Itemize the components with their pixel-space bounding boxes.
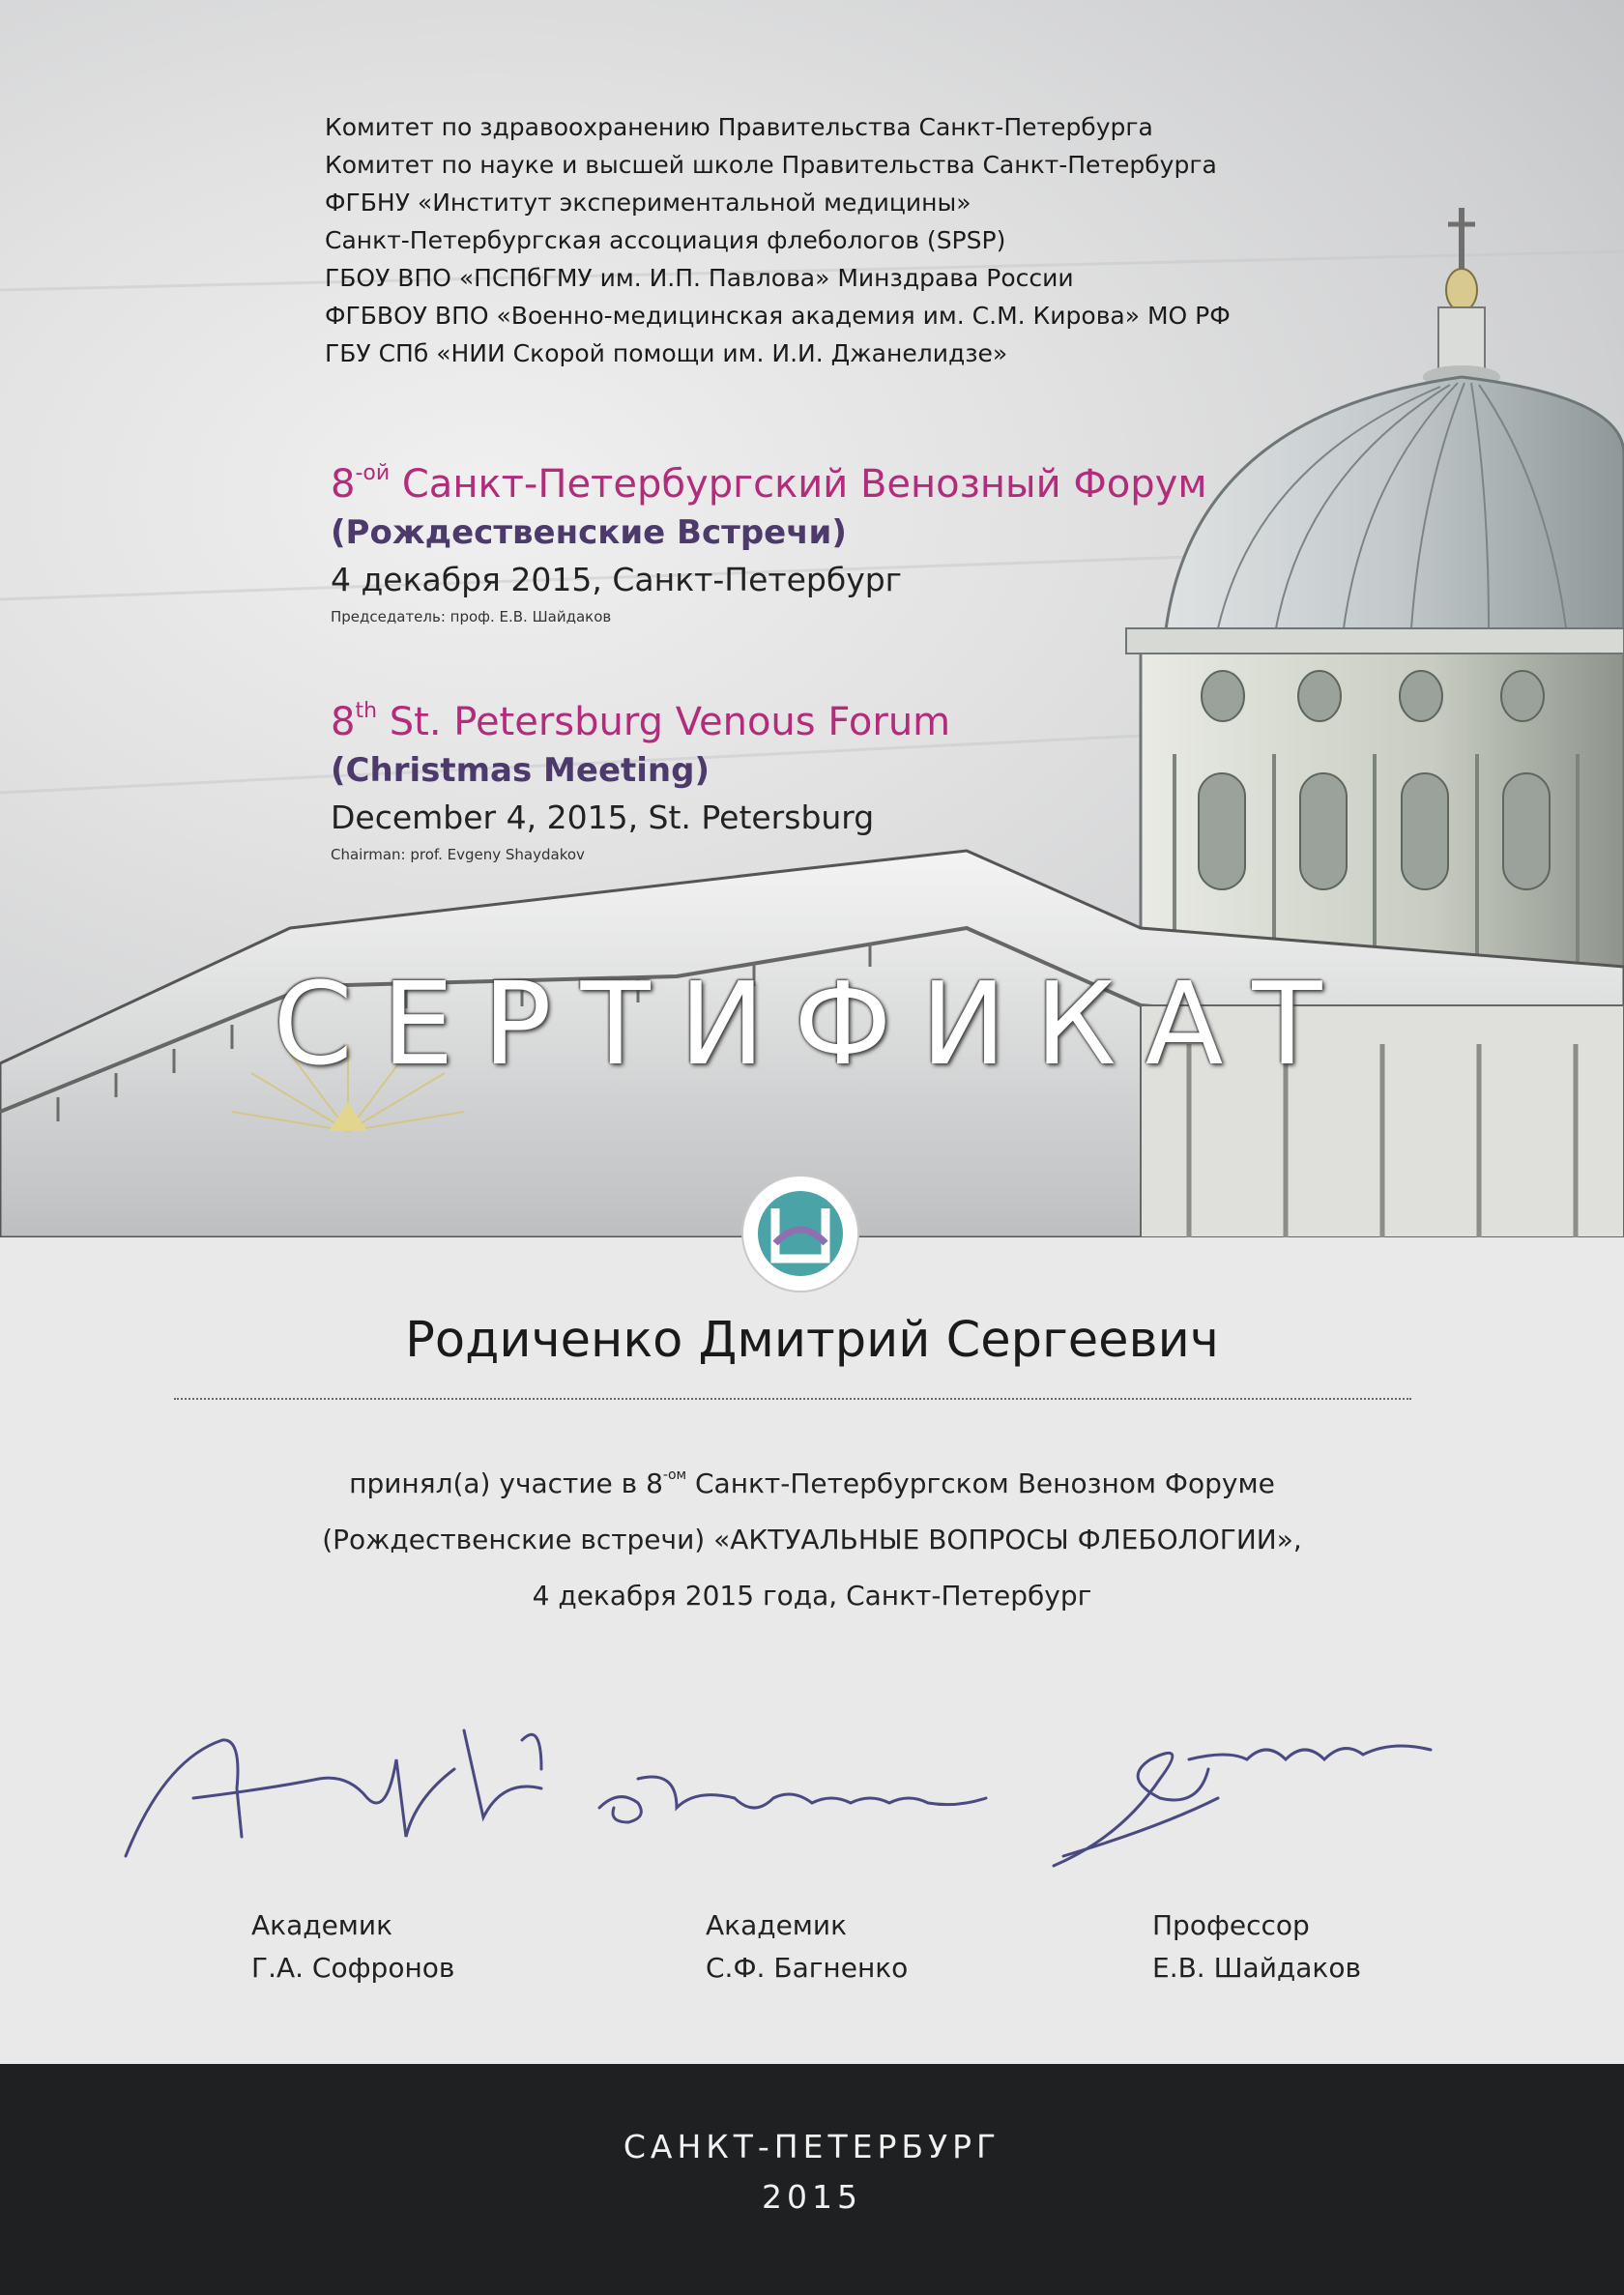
- participation-ordinal-suffix: -ом: [662, 1467, 687, 1483]
- organizer-item: ГБОУ ВПО «ПСПбГМУ им. И.П. Павлова» Минздрава России: [325, 264, 1074, 292]
- forum-info-english: [331, 686, 950, 867]
- dome: [1165, 377, 1624, 638]
- signature-sofronov: [126, 1730, 541, 1856]
- signer-name: С.Ф. Багненко: [706, 1952, 909, 1984]
- participation-text: Санкт-Петербургском Венозном Форуме: [686, 1467, 1275, 1499]
- signature-bagnenko: [599, 1777, 986, 1822]
- participation-line-1: [0, 1447, 1624, 1512]
- forum-chairman-ru: Председатель: проф. Е.В. Шайдаков: [331, 608, 612, 625]
- footer-city: САНКТ-ПЕТЕРБУРГ: [623, 2128, 1001, 2165]
- forum-number: 8: [331, 462, 356, 507]
- signer-3: [1152, 1904, 1361, 1990]
- organizer-item: Комитет по здравоохранению Правительства Санкт-Петербурга: [325, 113, 1153, 141]
- signer-title: Академик: [251, 1909, 393, 1941]
- forum-date-ru: 4 декабря 2015, Санкт-Петербург: [331, 561, 903, 598]
- forum-info-russian: [331, 449, 1207, 629]
- forum-date-en: December 4, 2015, St. Petersburg: [331, 799, 875, 836]
- organizer-item: Комитет по науке и высшей школе Правительства Санкт-Петербурга: [325, 151, 1217, 179]
- signature-shaydakov: [1054, 1746, 1431, 1866]
- organizer-item: ФГБНУ «Институт экспериментальной медицины»: [325, 189, 972, 217]
- name-underline: [174, 1398, 1411, 1400]
- organizer-item: ГБУ СПб «НИИ Скорой помощи им. И.И. Джанелидзе»: [325, 339, 1008, 367]
- organizers-list: [325, 108, 1231, 372]
- forum-title-en: [331, 686, 950, 747]
- signer-title: Профессор: [1152, 1909, 1310, 1941]
- signer-name: Е.В. Шайдаков: [1152, 1952, 1361, 1984]
- forum-chairman-en: Chairman: prof. Evgeny Shaydakov: [331, 846, 585, 863]
- participation-line-2: (Рождественские встречи) «АКТУАЛЬНЫЕ ВОПРОСЫ ФЛЕБОЛОГИИ»,: [322, 1524, 1302, 1555]
- dome-spire: [1423, 208, 1500, 389]
- participation-line-3: 4 декабря 2015 года, Санкт-Петербург: [532, 1580, 1092, 1612]
- signer-1: [251, 1904, 454, 1990]
- recipient-name: Родиченко Дмитрий Сергеевич: [405, 1312, 1219, 1369]
- certificate-title: СЕРТИФИКАТ: [273, 957, 1351, 1090]
- forum-number-suffix: th: [355, 699, 378, 723]
- forum-name: Санкт-Петербургский Венозный Форум: [401, 462, 1207, 507]
- forum-title-ru: [331, 449, 1207, 509]
- organizer-item: ФГБВОУ ВПО «Военно-медицинская академия им. С.М. Кирова» МО РФ: [325, 302, 1231, 330]
- forum-subtitle-en: (Christmas Meeting): [331, 751, 710, 790]
- footer-location: [0, 2122, 1624, 2222]
- phlebology-association-logo-icon: [740, 1174, 860, 1293]
- forum-number-suffix: -ой: [355, 461, 391, 485]
- signer-name: Г.А. Софронов: [251, 1952, 455, 1984]
- forum-name: St. Petersburg Venous Forum: [389, 700, 951, 744]
- forum-number: 8: [331, 700, 356, 744]
- participation-text: принял(а) участие в 8: [349, 1467, 663, 1499]
- footer-year: 2015: [762, 2178, 862, 2216]
- signer-2: [706, 1904, 908, 1990]
- forum-subtitle-ru: (Рождественские Встречи): [331, 513, 847, 552]
- participation-statement: [0, 1447, 1624, 1624]
- signer-title: Академик: [706, 1909, 848, 1941]
- organizer-item: Санкт-Петербургская ассоциация флебологов (SPSP): [325, 226, 1006, 254]
- signatures: [0, 1701, 1624, 1875]
